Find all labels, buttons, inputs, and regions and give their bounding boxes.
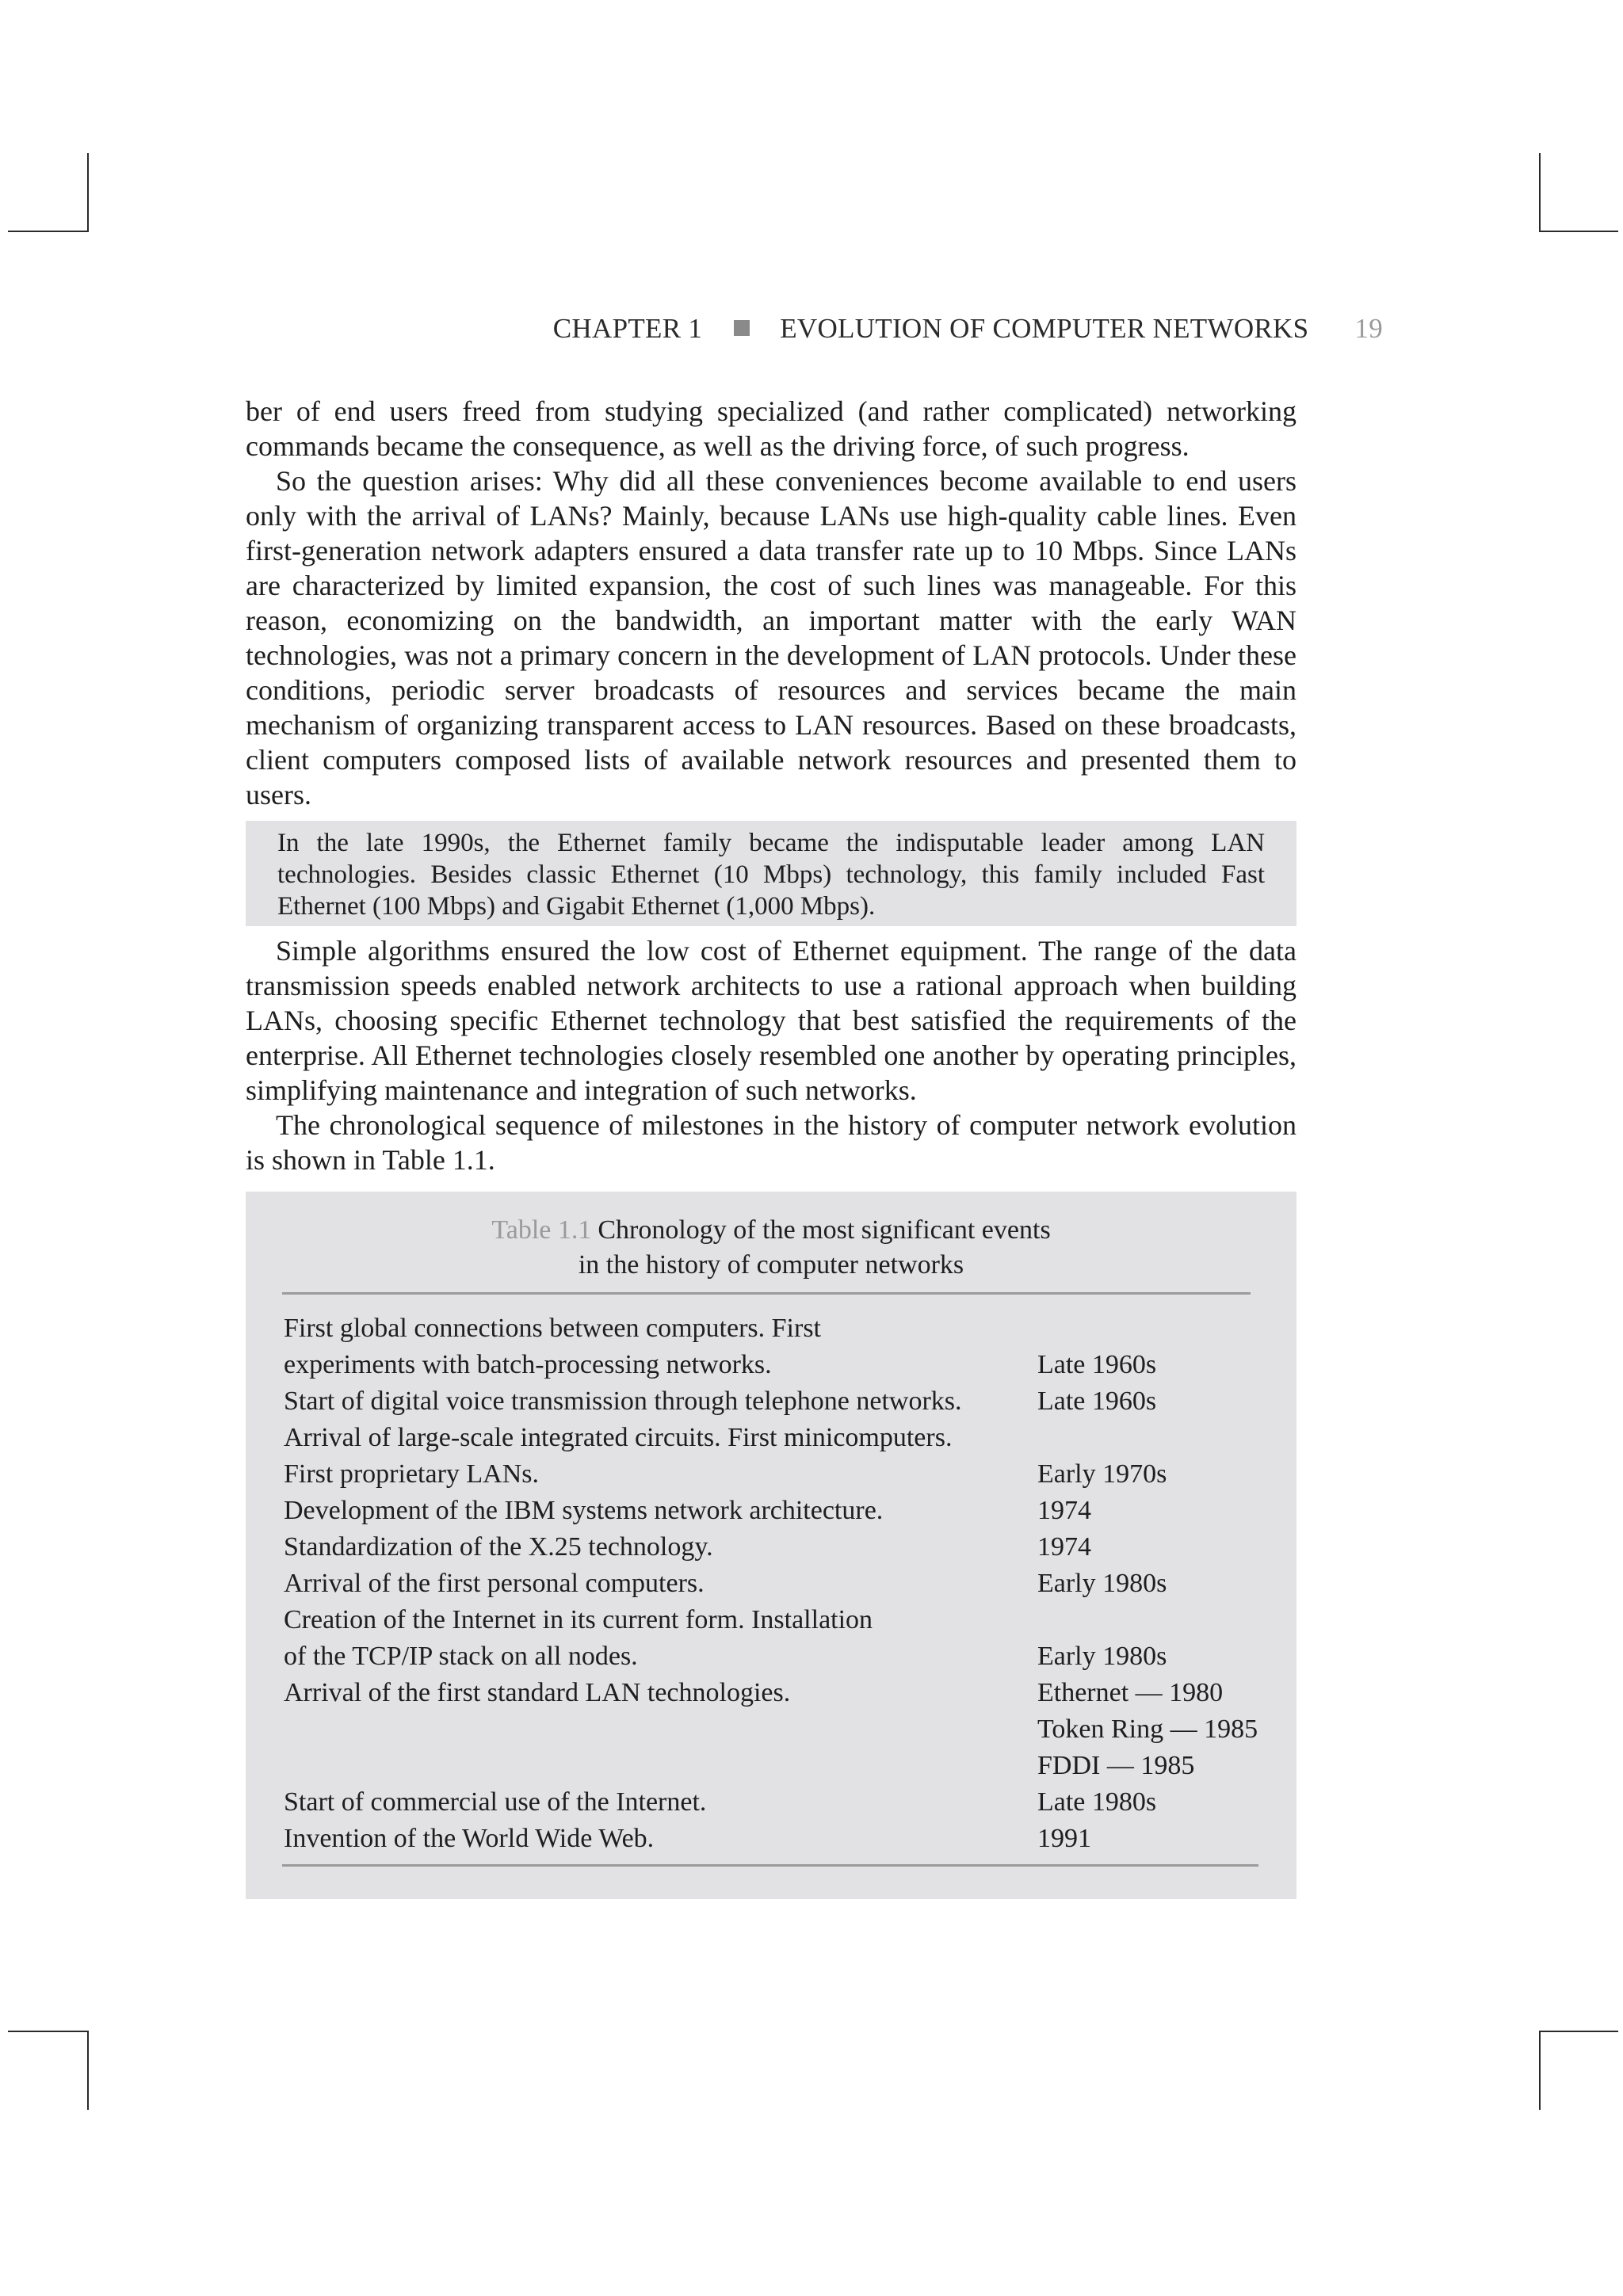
paragraph: The chronological sequence of milestones in the history of computer network evolution is shown in Table 1.1. (246, 1109, 1296, 1176)
table-cell-event: Arrival of large-scale integrated circuits. First minicomputers. (284, 1423, 953, 1452)
table-cell-event: First global connections between computers. First (284, 1314, 821, 1343)
table-caption (246, 1213, 1296, 1283)
table-cell-date: Late 1960s (1037, 1386, 1157, 1416)
table-cell-date: 1974 (1037, 1532, 1091, 1562)
crop-mark (87, 153, 89, 232)
table-cell-date: FDDI — 1985 (1037, 1751, 1195, 1780)
chronology-table (246, 1192, 1296, 1899)
table-cell-date: Late 1980s (1037, 1787, 1157, 1817)
crop-mark (1539, 153, 1541, 232)
table-row (284, 1529, 1266, 1566)
table-row (284, 1821, 1266, 1857)
crop-mark (8, 2031, 87, 2032)
table-caption-line2: in the history of computer networks (578, 1250, 964, 1280)
chapter-label: CHAPTER 1 (552, 313, 703, 344)
table-row (284, 1784, 1266, 1821)
table-row (284, 1602, 1266, 1638)
table-row (284, 1493, 1266, 1529)
paragraph: Simple algorithms ensured the low cost of Ethernet equipment. The range of the data transmission speeds enabled network architects to use a rational approach when building LANs, choosing specific Ethernet technology that best satisfied the requirements of the enterprise. All Ethernet technologies closely resembled one another by operating principles, simplifying maintenance and integration of such networks. (246, 935, 1296, 1106)
table-bottom-rule (282, 1864, 1258, 1867)
table-row (284, 1383, 1266, 1420)
table-cell-event (284, 1711, 1037, 1748)
table-row (284, 1638, 1266, 1675)
table-row (284, 1347, 1266, 1383)
table-caption-line1: Chronology of the most significant events (598, 1215, 1051, 1245)
paragraph: So the question arises: Why did all these conveniences become available to end users only with the arrival of LANs? Mainly, because LANs use high-quality cable lines. Even first-generation network adapters ensured a data transfer rate up to 10 Mbps. Since LANs are characterized by limited expansion, the cost of such lines was manageable. For this reason, economizing on the bandwidth, an important matter with the early WAN technologies, was not a primary concern in the development of LAN protocols. Under these conditions, periodic server broadcasts of resources and services became the main mechanism of organizing transparent access to LAN resources. Based on these broadcasts, client computers composed lists of available network resources and presented them to users. (246, 465, 1296, 810)
square-bullet-icon (734, 320, 750, 336)
table-cell-date (1037, 1420, 1266, 1456)
table-top-rule (282, 1292, 1251, 1295)
table-cell-date: Early 1980s (1037, 1642, 1167, 1671)
table-cell-event: experiments with batch-processing networks. (284, 1350, 772, 1379)
crop-mark (1539, 231, 1618, 232)
page-number: 19 (1354, 313, 1383, 344)
table-cell-event: Creation of the Internet in its current form. Installation (284, 1605, 873, 1634)
chapter-title: EVOLUTION OF COMPUTER NETWORKS (780, 313, 1309, 344)
callout-box (246, 821, 1296, 926)
table-cell-date: Ethernet — 1980 (1037, 1678, 1224, 1707)
crop-mark (1539, 2031, 1541, 2110)
table-cell-date: Late 1960s (1037, 1350, 1157, 1379)
table-row (284, 1420, 1266, 1456)
table-row (284, 1748, 1266, 1784)
table-cell-event: Start of digital voice transmission through telephone networks. (284, 1386, 962, 1416)
table-cell-event: Invention of the World Wide Web. (284, 1824, 655, 1853)
table-cell-date: 1991 (1037, 1824, 1091, 1853)
table-cell-event: of the TCP/IP stack on all nodes. (284, 1642, 638, 1671)
crop-mark (87, 2031, 89, 2110)
crop-mark (1539, 2031, 1618, 2032)
paragraph: ber of end users freed from studying specialized (and rather complicated) networking commands became the consequence, as well as the driving force, of such progress. (246, 395, 1296, 462)
crop-mark (8, 231, 87, 232)
table-cell-date: Token Ring — 1985 (1037, 1714, 1258, 1744)
table-rows (284, 1310, 1266, 1857)
table-cell-date: Early 1970s (1037, 1459, 1167, 1489)
table-row (284, 1456, 1266, 1493)
table-row (284, 1566, 1266, 1602)
table-cell-event: Arrival of the first standard LAN technologies. (284, 1678, 791, 1707)
table-cell-date: Early 1980s (1037, 1569, 1167, 1598)
callout-text: In the late 1990s, the Ethernet family became the indisputable leader among LAN technologies. Besides classic Ethernet (10 Mbps) technology, this family included Fast Ethernet (100 Mbps) and Gigabit Ethernet (1,000 Mbps). (277, 829, 1265, 921)
table-cell-date: 1974 (1037, 1496, 1091, 1525)
table-cell-date (1037, 1602, 1266, 1638)
table-cell-event: Standardization of the X.25 technology. (284, 1532, 713, 1562)
table-cell-event: Development of the IBM systems network architecture. (284, 1496, 884, 1525)
table-cell-event: Start of commercial use of the Internet. (284, 1787, 707, 1817)
running-header (246, 313, 1383, 345)
table-cell-date (1037, 1310, 1266, 1347)
table-number: Table 1.1 (491, 1215, 592, 1245)
table-row (284, 1711, 1266, 1748)
body-text-top (246, 394, 1296, 812)
table-row (284, 1310, 1266, 1347)
table-cell-event: Arrival of the first personal computers. (284, 1569, 705, 1598)
table-cell-event (284, 1748, 1037, 1784)
table-row (284, 1675, 1266, 1711)
body-text-bottom (246, 933, 1296, 1177)
table-cell-event: First proprietary LANs. (284, 1459, 540, 1489)
